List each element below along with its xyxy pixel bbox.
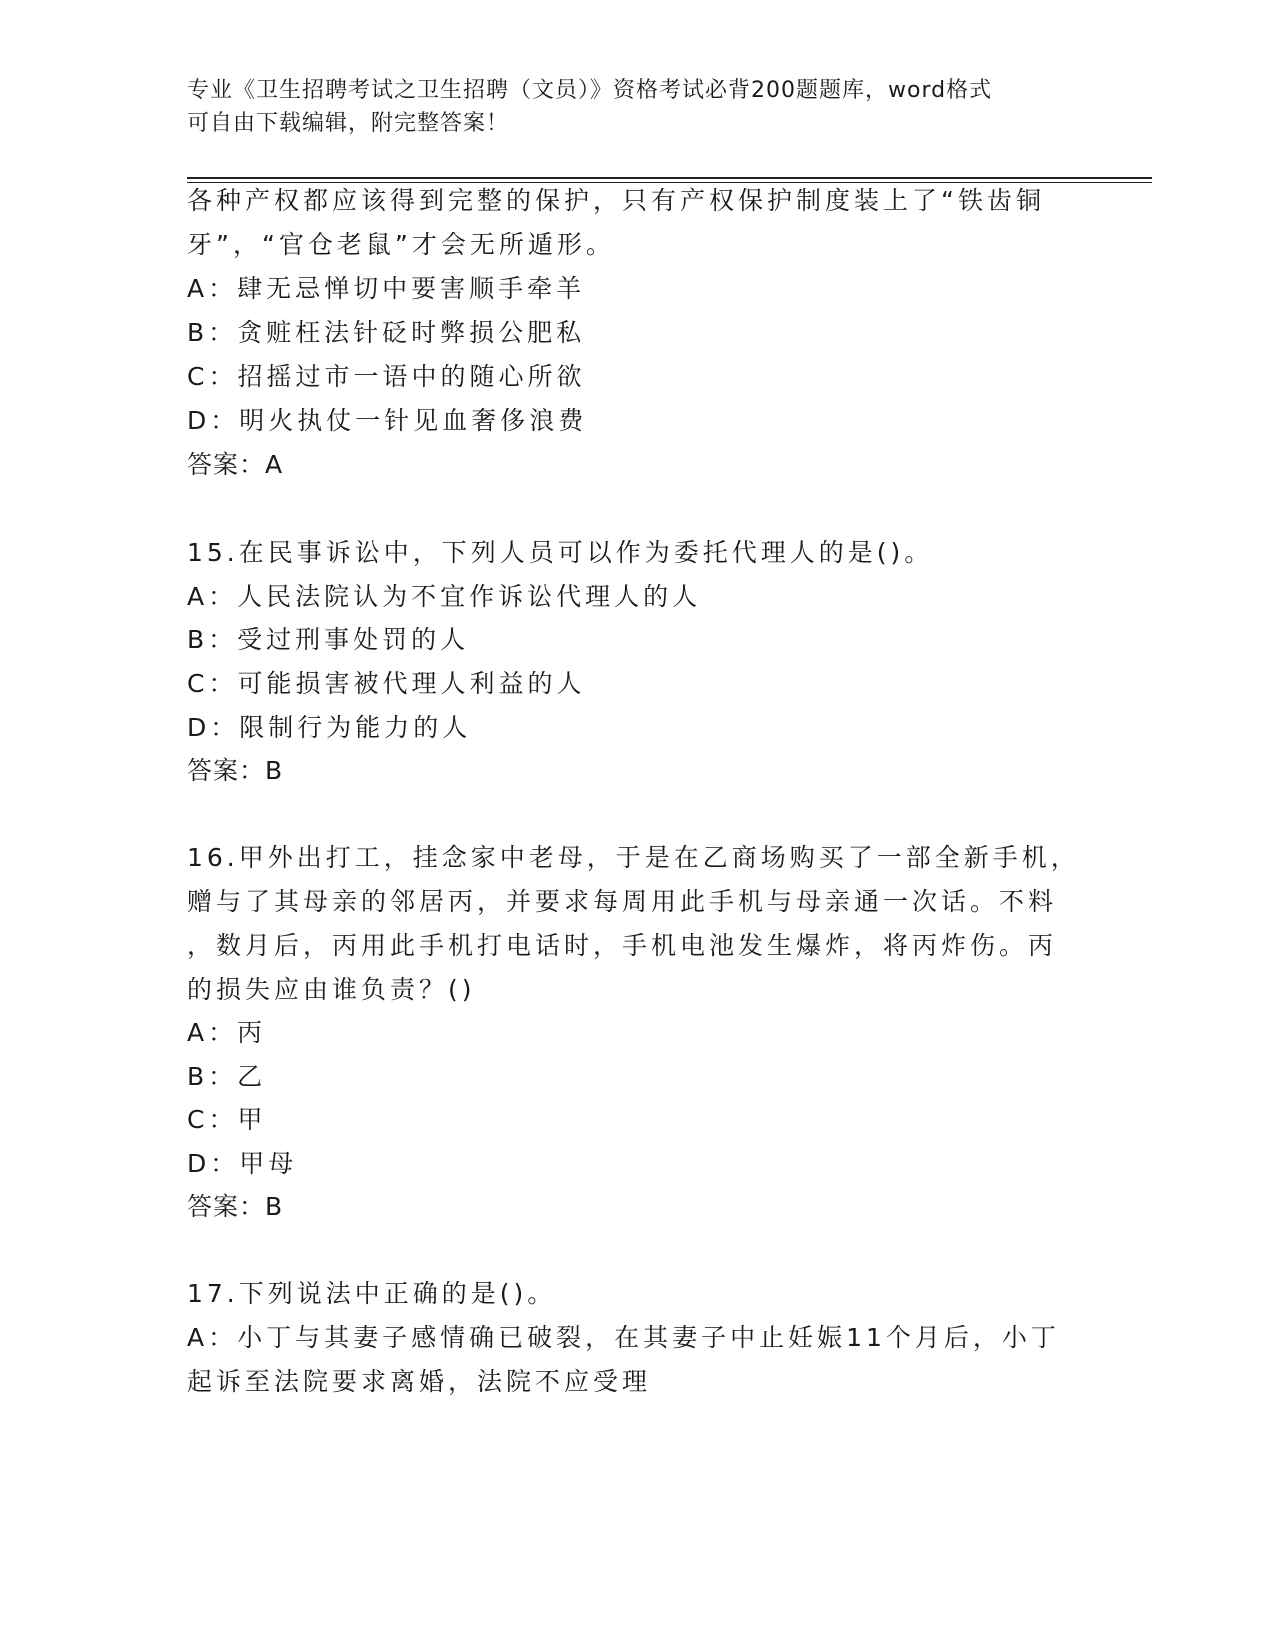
q15-option-c: C：可能损害被代理人利益的人 [187,669,586,698]
q15-answer: 答案：B [187,756,284,785]
q16-answer: 答案：B [187,1192,284,1221]
q16-option-c: C：甲 [187,1105,267,1134]
q14-option-a: A：肆无忌惮切中要害顺手牵羊 [187,274,586,303]
q16-option-d: D：甲母 [187,1149,298,1178]
q14-option-c: C：招摇过市一语中的随心所欲 [187,362,586,391]
q17-option-a-line-2: 起诉至法院要求离婚，法院不应受理 [187,1367,652,1396]
q14-stem-line-1: 各种产权都应该得到完整的保护，只有产权保护制度装上了“铁齿铜 [187,186,1045,215]
header-title-line-2: 可自由下载编辑，附完整答案！ [187,111,510,136]
q15-option-d: D：限制行为能力的人 [187,713,472,742]
q15-stem: 15.在民事诉讼中，下列人员可以作为委托代理人的是()。 [187,538,934,567]
q14-option-b: B：贪赃枉法针砭时弊损公肥私 [187,318,586,347]
q14-answer: 答案：A [187,450,284,479]
header-title-line-1: 专业《卫生招聘考试之卫生招聘（文员）》资格考试必背200题题库，word格式 [187,78,993,103]
q17-stem: 17.下列说法中正确的是()。 [187,1279,557,1308]
q17-option-a-line-1: A：小丁与其妻子感情确已破裂，在其妻子中止妊娠11个月后，小丁 [187,1323,1060,1352]
q14-option-d: D：明火执仗一针见血奢侈浪费 [187,406,588,435]
q14-stem-line-2: 牙”，“官仓老鼠”才会无所遁形。 [187,230,615,259]
q16-option-b: B：乙 [187,1062,267,1091]
q16-stem-line-2: 赠与了其母亲的邻居丙，并要求每周用此手机与母亲通一次话。不料 [187,887,1058,916]
q16-stem-line-3: ，数月后，丙用此手机打电话时，手机电池发生爆炸，将丙炸伤。丙 [187,931,1058,960]
document-header [187,74,1067,140]
q16-option-a: A：丙 [187,1018,267,1047]
q16-stem-line-4: 的损失应由谁负责？() [187,975,476,1004]
header-divider-thin [187,182,1152,183]
header-divider-thick [187,177,1152,179]
q16-stem-line-1: 16.甲外出打工，挂念家中老母，于是在乙商场购买了一部全新手机， [187,843,1080,872]
q15-option-b: B：受过刑事处罚的人 [187,625,470,654]
q15-option-a: A：人民法院认为不宜作诉讼代理人的人 [187,582,702,611]
